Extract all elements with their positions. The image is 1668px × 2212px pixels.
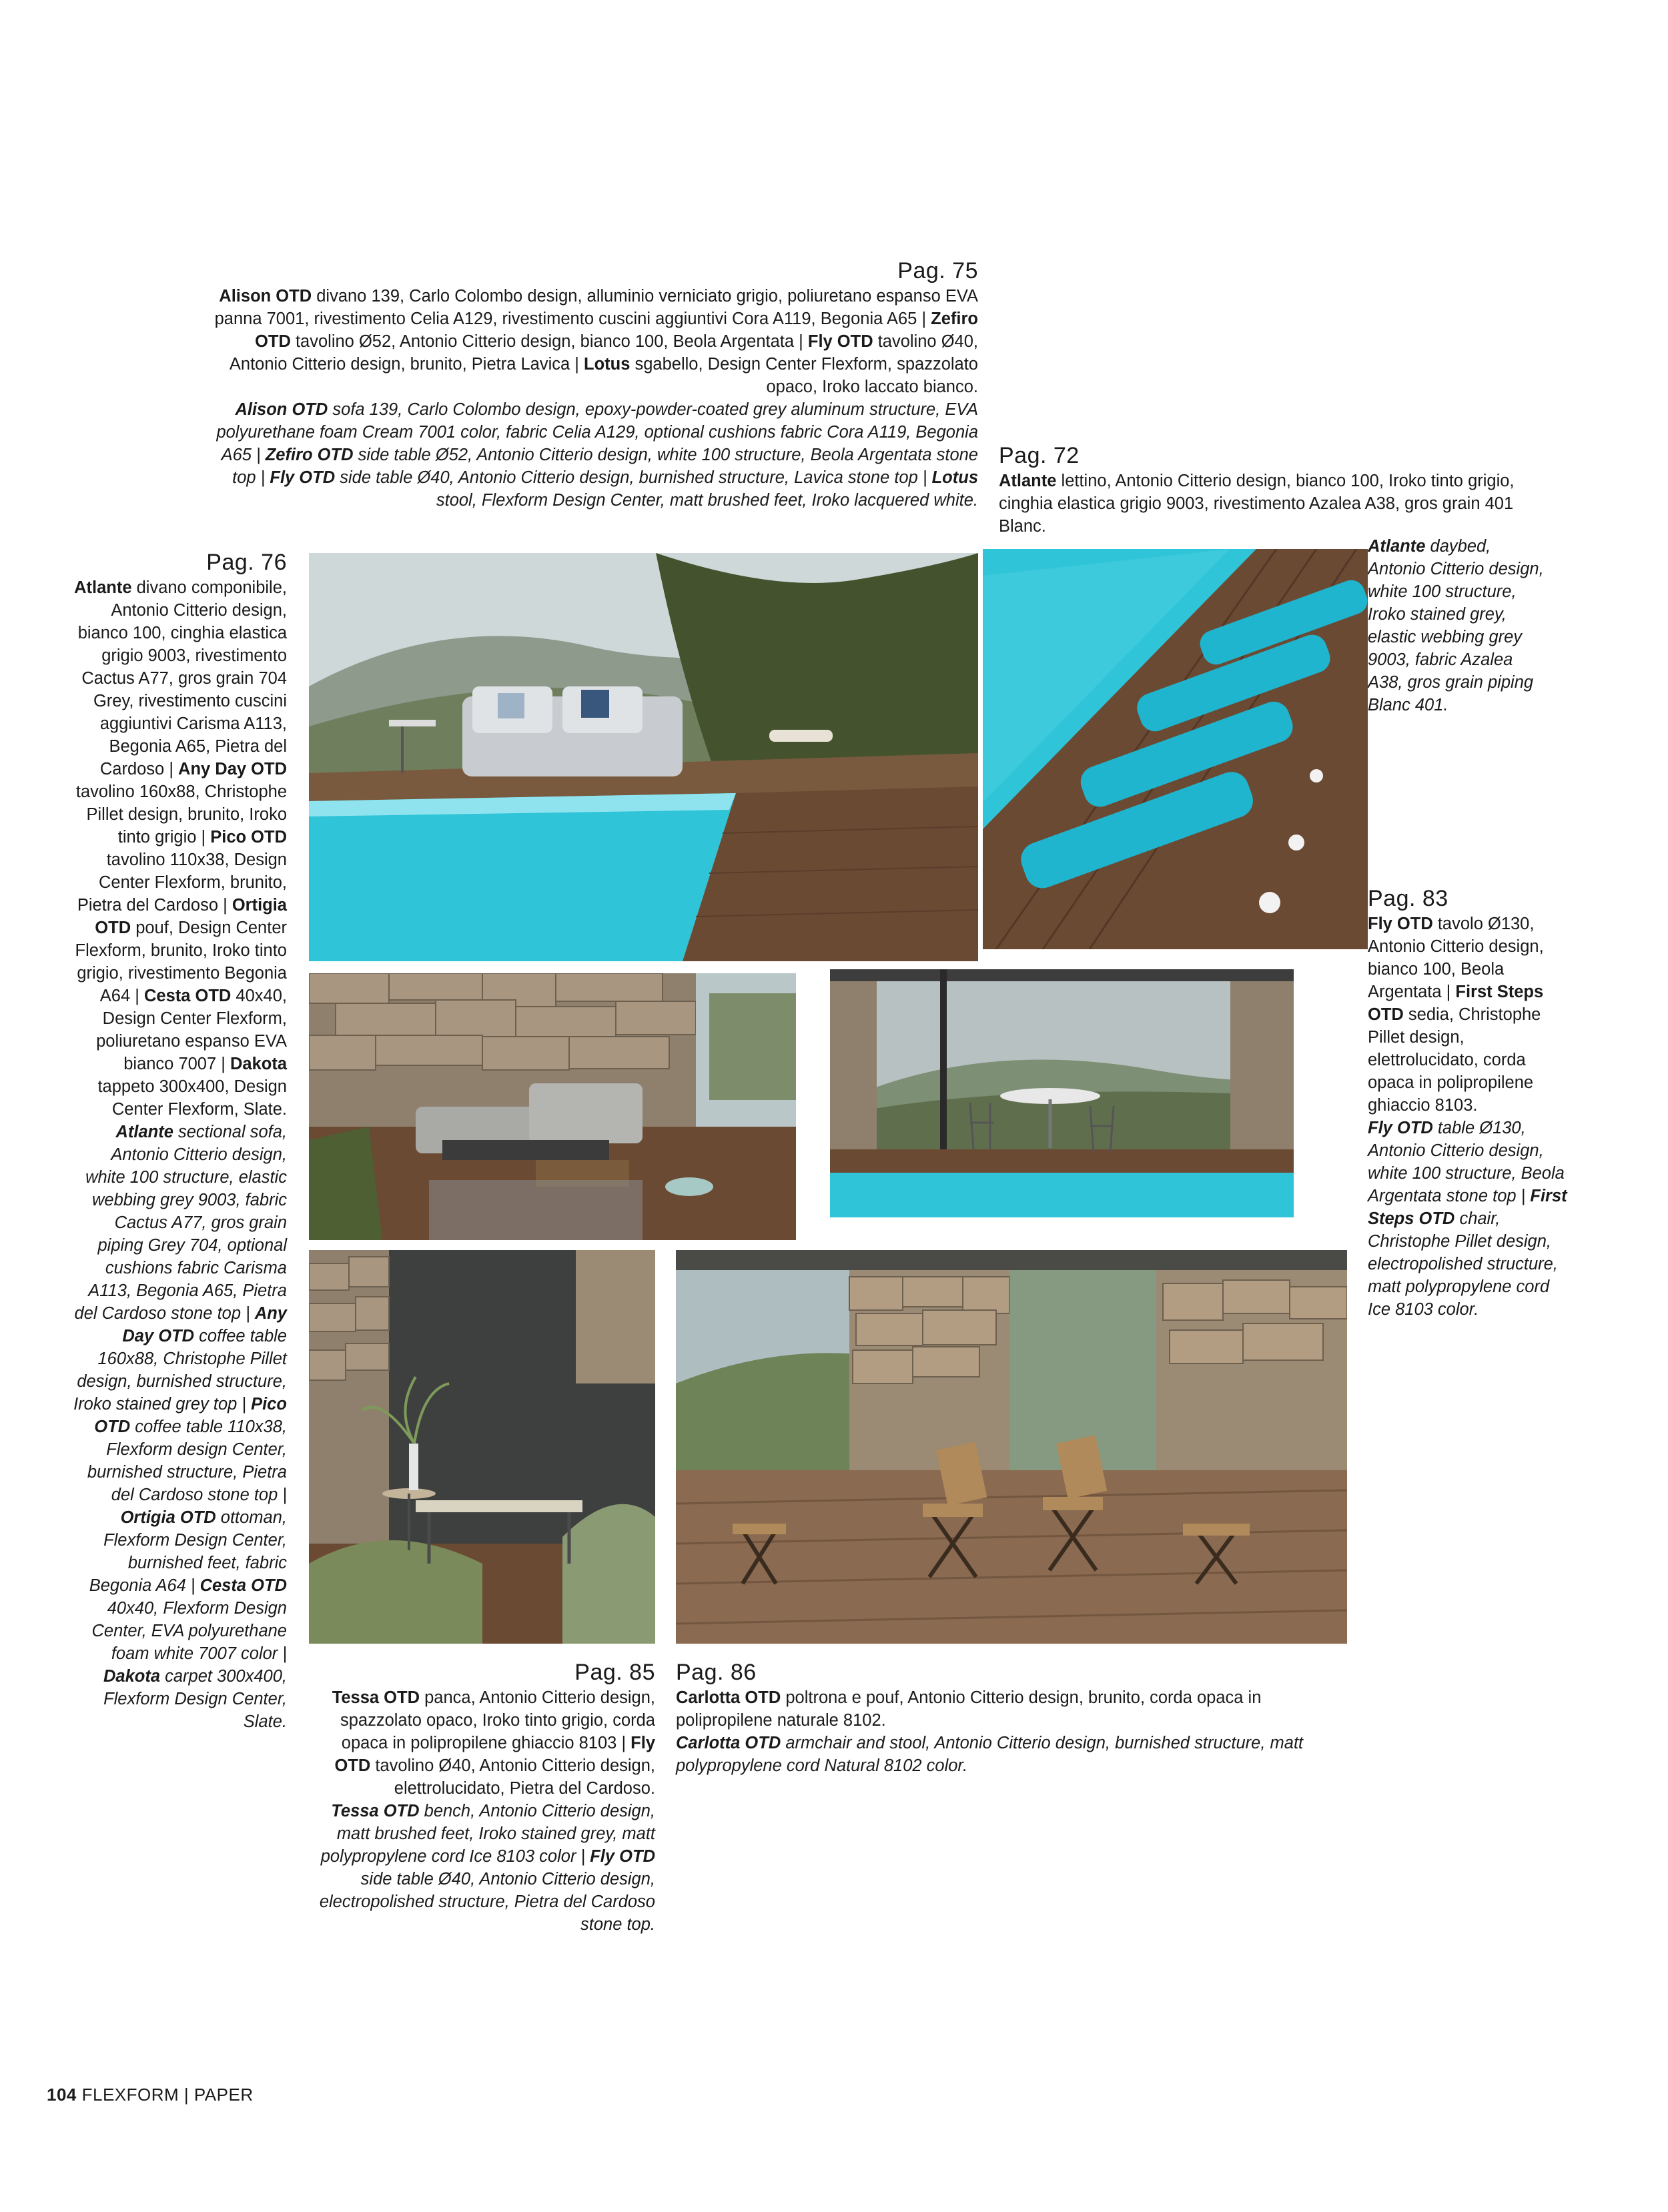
product-name: Cesta OTD bbox=[143, 987, 232, 1005]
caption-segment: coffee table 160x88, Christophe Pillet design, burnished structure, Iroko stained grey top | bbox=[73, 1327, 287, 1414]
product-name: Atlante bbox=[115, 1123, 173, 1141]
product-name: Tessa OTD bbox=[332, 1688, 420, 1707]
footer-brand: FLEXFORM | PAPER bbox=[81, 2085, 254, 2105]
product-name: Ortigia OTD bbox=[95, 896, 287, 937]
caption-segment: sectional sofa, Antonio Citterio design, white 100 structure, elastic webbing grey 9003, fabric Cactus A77, gros grain piping Grey 704, optional cushions fabric Carisma A113, Begonia A65, Pietra del Cardoso stone top | bbox=[74, 1123, 287, 1323]
caption-segment: stool, Flexform Design Center, matt brushed feet, Iroko lacquered white. bbox=[436, 491, 978, 510]
product-name: Lotus bbox=[584, 355, 631, 374]
caption-segment: table Ø130, Antonio Citterio design, white 100 structure, Beola Argentata stone top | bbox=[1368, 1119, 1565, 1205]
product-name: Carlotta OTD bbox=[676, 1734, 781, 1752]
caption-segment: sedia, Christophe Pillet design, elettrolucidato, corda opaca in polipropilene ghiaccio 8103. bbox=[1368, 1005, 1541, 1115]
product-name: Alison OTD bbox=[219, 287, 312, 306]
caption-segment: sgabello, Design Center Flexform, spazzolato opaco, Iroko laccato bianco. bbox=[630, 355, 978, 396]
caption-segment: divano componibile, Antonio Citterio design, bianco 100, cinghia elastica grigio 9003, rivestimento Cactus A77, gros grain 704 Grey, rivestimento cuscini aggiuntivi Carisma A113, Begonia A65, Pietra del Cardoso | bbox=[77, 578, 287, 778]
caption-heading: Pag. 76 bbox=[206, 550, 287, 575]
caption-segment: armchair and stool, Antonio Citterio design, burnished structure, matt polypropylene cord Natural 8102 color. bbox=[676, 1734, 1304, 1775]
caption-segment: daybed, Antonio Citterio design, white 100 structure, Iroko stained grey, elastic webbing grey 9003, fabric Azalea A38, gros grain piping Blanc 401. bbox=[1368, 537, 1544, 714]
product-name: First Steps OTD bbox=[1368, 1187, 1567, 1228]
product-name: Atlante bbox=[999, 472, 1057, 490]
product-name: Fly OTD bbox=[334, 1734, 655, 1775]
caption-pag75 bbox=[193, 257, 978, 512]
product-name: Zefiro OTD bbox=[265, 446, 354, 464]
product-name: Fly OTD bbox=[590, 1847, 655, 1866]
caption-segment: poltrona e pouf, Antonio Citterio design, brunito, corda opaca in polipropilene naturale 8102. bbox=[676, 1688, 1262, 1730]
caption-segment: side table Ø40, Antonio Citterio design, electropolished structure, Pietra del Cardoso stone top. bbox=[319, 1870, 655, 1934]
caption-segment: tavolino Ø52, Antonio Citterio design, bianco 100, Beola Argentata | bbox=[290, 332, 808, 351]
caption-text-it bbox=[73, 576, 287, 1121]
caption-text-en bbox=[1368, 1117, 1568, 1321]
product-name: First Steps OTD bbox=[1368, 983, 1544, 1024]
caption-segment: sofa 139, Carlo Colombo design, epoxy-powder-coated grey aluminum structure, EVA polyurethane foam Cream 7001 color, fabric Celia A129, optional cushions fabric Cora A119, Begonia A65 | bbox=[216, 400, 978, 464]
caption-segment: chair, Christophe Pillet design, electropolished structure, matt polypropylene cord Ice 8103 color. bbox=[1368, 1209, 1558, 1319]
caption-text-en bbox=[73, 1121, 287, 1733]
caption-segment: lettino, Antonio Citterio design, bianco 100, Iroko tinto grigio, cinghia elastica grigio 9003, rivestimento Azalea A38, gros grain 401 Blanc. bbox=[999, 472, 1515, 536]
caption-text-it bbox=[193, 285, 978, 398]
photo-atlante-daybeds bbox=[983, 549, 1368, 949]
caption-segment: tappeto 300x400, Design Center Flexform, Slate. bbox=[97, 1077, 287, 1119]
caption-heading: Pag. 86 bbox=[676, 1660, 757, 1685]
caption-text-it bbox=[307, 1686, 655, 1800]
caption-text-en bbox=[1368, 535, 1548, 716]
caption-text-en bbox=[193, 398, 978, 512]
photo-fly-table-chairs bbox=[830, 969, 1294, 1217]
photo-alison-sofa-pool bbox=[309, 553, 978, 961]
product-name: Alison OTD bbox=[235, 400, 328, 419]
caption-heading: Pag. 85 bbox=[574, 1660, 655, 1685]
caption-pag72 bbox=[999, 442, 1553, 538]
caption-text-it bbox=[676, 1686, 1330, 1732]
photo-carlotta-armchairs bbox=[676, 1250, 1347, 1644]
caption-segment: ottoman, Flexform Design Center, burnished feet, fabric Begonia A64 | bbox=[89, 1508, 287, 1595]
caption-segment: side table Ø40, Antonio Citterio design, burnished structure, Lavica stone top | bbox=[335, 468, 932, 487]
caption-heading: Pag. 75 bbox=[897, 258, 978, 284]
page-footer bbox=[47, 2085, 254, 2105]
product-name: Pico OTD bbox=[210, 828, 287, 847]
caption-segment: tavolino Ø40, Antonio Citterio design, brunito, Pietra Lavica | bbox=[229, 332, 978, 374]
product-name: Fly OTD bbox=[1368, 915, 1433, 933]
photo-atlante-sectional bbox=[309, 973, 796, 1240]
product-name: Fly OTD bbox=[807, 332, 873, 351]
caption-segment: 40x40, Design Center Flexform, poliuretano espanso EVA bianco 7007 | bbox=[96, 987, 287, 1073]
product-name: Dakota bbox=[103, 1667, 161, 1686]
page-number: 104 bbox=[47, 2085, 77, 2105]
caption-segment: bench, Antonio Citterio design, matt brushed feet, Iroko stained grey, matt polypropylene cord Ice 8103 color | bbox=[320, 1802, 655, 1866]
product-name: Cesta OTD bbox=[199, 1576, 287, 1595]
caption-segment: divano 139, Carlo Colombo design, alluminio verniciato grigio, poliuretano espanso EVA panna 7001, rivestimento Celia A129, rivestimento cuscini aggiuntivi Cora A119, Begonia A65 | bbox=[214, 287, 978, 328]
caption-segment: panca, Antonio Citterio design, spazzolato opaco, Iroko tinto grigio, corda opaca in polipropilene ghiaccio 8103 | bbox=[340, 1688, 655, 1752]
product-name: Atlante bbox=[1368, 537, 1426, 556]
caption-pag85 bbox=[307, 1658, 655, 1936]
caption-pag76 bbox=[73, 548, 287, 1733]
photo-tessa-bench bbox=[309, 1250, 655, 1644]
caption-pag83 bbox=[1368, 885, 1568, 1321]
caption-heading: Pag. 72 bbox=[999, 443, 1080, 468]
caption-pag72-en bbox=[1368, 535, 1548, 716]
caption-text-en bbox=[676, 1732, 1330, 1777]
caption-heading: Pag. 83 bbox=[1368, 886, 1448, 911]
product-name: Dakota bbox=[230, 1055, 287, 1073]
caption-pag86 bbox=[676, 1658, 1330, 1777]
product-name: Carlotta OTD bbox=[676, 1688, 781, 1707]
caption-segment: carpet 300x400, Flexform Design Center, Slate. bbox=[103, 1667, 287, 1731]
caption-segment: side table Ø52, Antonio Citterio design, white 100 structure, Beola Argentata stone top | bbox=[232, 446, 978, 487]
product-name: Zefiro OTD bbox=[255, 310, 978, 351]
product-name: Ortigia OTD bbox=[120, 1508, 216, 1527]
caption-segment: tavolino Ø40, Antonio Citterio design, elettrolucidato, Pietra del Cardoso. bbox=[370, 1756, 655, 1798]
caption-segment: pouf, Design Center Flexform, brunito, Iroko tinto grigio, rivestimento Begonia A64 | bbox=[75, 919, 287, 1005]
caption-segment: tavolo Ø130, Antonio Citterio design, bianco 100, Beola Argentata | bbox=[1368, 915, 1544, 1001]
caption-segment: tavolino 160x88, Christophe Pillet design, brunito, Iroko tinto grigio | bbox=[75, 782, 287, 847]
product-name: Atlante bbox=[74, 578, 132, 597]
product-name: Fly OTD bbox=[1368, 1119, 1433, 1137]
caption-text-en bbox=[307, 1800, 655, 1936]
product-name: Any Day OTD bbox=[122, 1304, 287, 1345]
product-name: Pico OTD bbox=[94, 1395, 287, 1436]
caption-segment: tavolino 110x38, Design Center Flexform, brunito, Pietra del Cardoso | bbox=[77, 851, 287, 915]
product-name: Fly OTD bbox=[270, 468, 336, 487]
caption-segment: coffee table 110x38, Flexform design Center, burnished structure, Pietra del Cardoso stone top | bbox=[87, 1418, 287, 1504]
caption-text-it bbox=[999, 470, 1553, 538]
product-name: Any Day OTD bbox=[178, 760, 287, 778]
caption-text-it bbox=[1368, 913, 1568, 1117]
product-name: Tessa OTD bbox=[331, 1802, 420, 1820]
caption-segment: 40x40, Flexform Design Center, EVA polyurethane foam white 7007 color | bbox=[91, 1599, 287, 1663]
product-name: Lotus bbox=[931, 468, 978, 487]
